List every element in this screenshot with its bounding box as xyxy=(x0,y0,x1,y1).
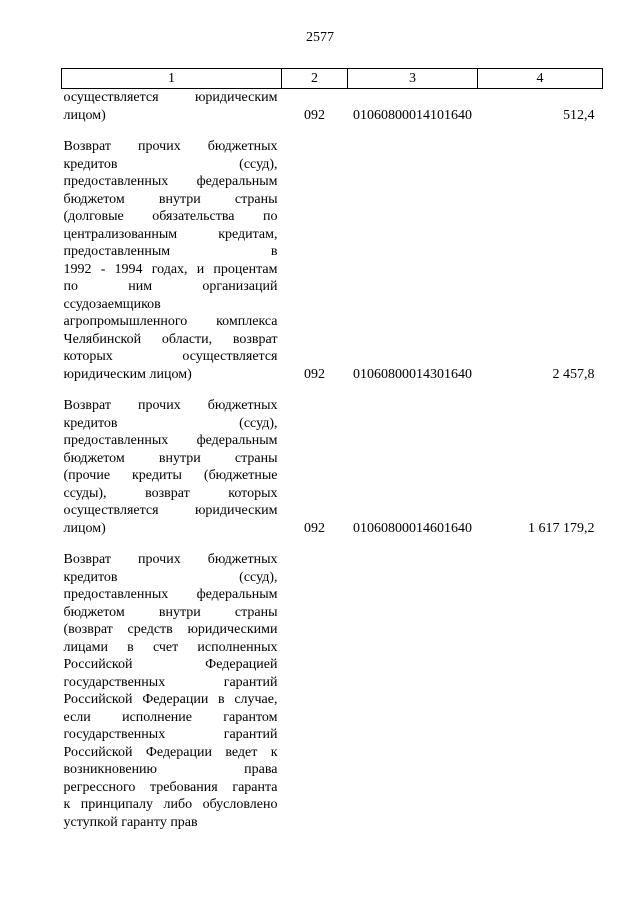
row-spacer xyxy=(62,383,603,397)
description-line: уступкой гаранту прав xyxy=(63,814,198,830)
description-line: Челябинской области, возврат xyxy=(63,331,278,347)
description-line: осуществляется юридическим xyxy=(63,90,278,105)
description-line: Российской Федерации ведет к xyxy=(63,744,278,760)
description-line: предоставленных федеральным xyxy=(63,433,278,448)
description-line: государственных гарантий xyxy=(63,674,278,690)
table-header-row xyxy=(62,69,603,89)
description-line: лицом) xyxy=(63,520,106,536)
row-amount: 2 457,8 xyxy=(552,366,595,382)
description-line: бюджетом внутри страны xyxy=(63,604,278,620)
column-header-2: 2 xyxy=(282,69,348,89)
description-line: Возврат прочих бюджетных xyxy=(63,139,278,154)
column-header-4: 4 xyxy=(478,69,603,89)
row-admin-code: 092 xyxy=(304,366,325,382)
row-description xyxy=(62,138,282,383)
row-amount xyxy=(478,551,603,831)
description-line: 1992 - 1994 годах, и процентам xyxy=(63,261,278,277)
description-line: централизованным кредитам, xyxy=(63,226,278,242)
row-amount: 1 617 179,2 xyxy=(528,520,595,536)
table-body xyxy=(62,89,603,832)
description-line: кредитов (ссуд), xyxy=(63,156,278,172)
row-description xyxy=(62,89,282,125)
description-line: если исполнение гарантом xyxy=(63,709,278,725)
description-line: предоставленных федеральным xyxy=(63,174,278,189)
description-line: предоставленным в xyxy=(63,244,278,259)
column-header-3: 3 xyxy=(348,69,478,89)
row-spacer xyxy=(62,537,603,551)
row-description xyxy=(62,397,282,537)
description-line: Возврат прочих бюджетных xyxy=(63,552,278,567)
description-line: лицами в счет исполненных xyxy=(63,639,278,655)
row-budget-code: 01060800014301640 xyxy=(353,366,472,382)
row-admin-code: 092 xyxy=(304,107,325,123)
description-line: которых осуществляется xyxy=(63,349,278,364)
row-budget-code xyxy=(348,551,478,831)
description-line: Российской Федерации в случае, xyxy=(63,692,278,707)
budget-table xyxy=(61,68,603,831)
description-line: Возврат прочих бюджетных xyxy=(63,398,278,413)
row-spacer xyxy=(62,124,603,138)
description-line: (возврат средств юридическими xyxy=(63,622,278,637)
row-budget-code: 01060800014101640 xyxy=(353,107,472,123)
table-row xyxy=(62,397,603,537)
description-line: по ним организаций xyxy=(63,279,278,294)
description-line: (прочие кредиты (бюджетные xyxy=(63,468,278,483)
table-row xyxy=(62,138,603,383)
description-line: регрессного требования гаранта xyxy=(63,779,278,795)
description-line: бюджетом внутри страны xyxy=(63,450,278,466)
page-number: 2577 xyxy=(306,30,334,45)
description-line: кредитов (ссуд), xyxy=(63,415,278,431)
row-amount: 512,4 xyxy=(563,107,595,123)
description-line: агропромышленного комплекса xyxy=(63,314,278,329)
description-line: юридическим лицом) xyxy=(63,366,192,382)
row-budget-code: 01060800014601640 xyxy=(353,520,472,536)
description-line: государственных гарантий xyxy=(63,727,278,742)
description-line: кредитов (ссуд), xyxy=(63,569,278,585)
description-line: предоставленных федеральным xyxy=(63,587,278,602)
description-line: возникновению права xyxy=(63,762,278,777)
description-line: (долговые обязательства по xyxy=(63,209,278,224)
description-line: лицом) xyxy=(63,107,106,123)
description-line: ссуды), возврат которых xyxy=(63,485,278,501)
description-line: Российской Федерацией xyxy=(63,657,278,672)
description-line: бюджетом внутри страны xyxy=(63,191,278,207)
column-header-1: 1 xyxy=(62,69,282,89)
row-admin-code xyxy=(282,551,348,831)
row-admin-code: 092 xyxy=(304,520,325,536)
row-description xyxy=(62,551,282,831)
description-line: к принципалу либо обусловлено xyxy=(63,797,278,812)
table-row xyxy=(62,89,603,125)
table-row xyxy=(62,551,603,831)
description-line: осуществляется юридическим xyxy=(63,503,278,518)
description-line: ссудозаемщиков xyxy=(63,296,161,312)
